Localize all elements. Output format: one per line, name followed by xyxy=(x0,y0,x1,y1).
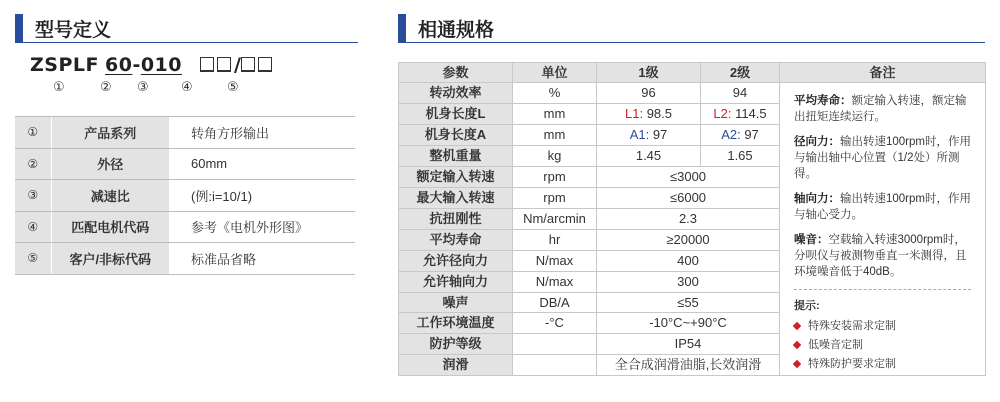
table-row: 额定输入转速 rpm ≤3000 xyxy=(399,167,986,188)
tip-item: 特殊安装需求定制 xyxy=(794,318,971,334)
column-header: 2级 xyxy=(701,63,780,83)
diamond-bullet-icon xyxy=(793,322,801,330)
table-row: 防护等级 IP54 xyxy=(399,334,986,355)
table-row: ① 产品系列 转角方形输出 xyxy=(15,117,355,149)
diamond-bullet-icon xyxy=(793,341,801,349)
table-row: 最大输入转速 rpm ≤6000 xyxy=(399,187,986,208)
table-row: 噪声 DB/A ≤55 xyxy=(399,292,986,313)
title-accent-bar xyxy=(398,14,406,42)
table-row: 允许轴向力 N/max 300 xyxy=(399,271,986,292)
column-header: 备注 xyxy=(780,63,986,83)
note-item: 轴向力：输出转速100rpm时，作用与轴心受力。 xyxy=(794,193,971,222)
table-header-row xyxy=(399,63,986,83)
column-header: 参数 xyxy=(399,63,513,83)
code-index: ④ xyxy=(181,80,193,95)
table-row: ④ 匹配电机代码 参考《电机外形图》 xyxy=(15,211,355,243)
motor-code-box xyxy=(217,57,231,72)
custom-code-box xyxy=(241,57,255,72)
tips-heading: 提示: xyxy=(794,300,820,313)
table-row: 机身长度L mm L1: 98.5 L2: 114.5 xyxy=(399,104,986,125)
table-row: 抗扭刚性 Nm/arcmin 2.3 xyxy=(399,208,986,229)
table-row: 润滑 全合成润滑油脂,长效润滑 xyxy=(399,355,986,376)
model-code: ZSPLF 60-010 / xyxy=(30,54,275,76)
title-underline xyxy=(15,42,358,43)
note-item: 径向力：输出转速100rpm时，作用与输出轴中心位置（1/2处）所测得。 xyxy=(794,136,971,181)
specifications-table xyxy=(398,62,986,376)
table-row: ③ 减速比 (例:i=10/1) xyxy=(15,180,355,212)
column-header: 1级 xyxy=(597,63,701,83)
code-index: ② xyxy=(100,80,112,95)
tip-item: 特殊防护要求定制 xyxy=(794,356,971,372)
table-row: 转动效率 % 96 94 平均寿命：额定输入转速，额定输出扭矩连续运行。 径向力：输出转速100rpm时，作用与输出轴中心位置（1/2处）所测得。 轴向力：输出转速100rpm时，作用与轴心受力。 噪音：空载输入转速3000rpm时，分呗仪与被测物垂直一米测得，且环境噪音低于40dB。 提示: 特殊安装需求定制 低噪音定制 特殊防护要求定制 xyxy=(399,83,986,104)
code-index: ⑤ xyxy=(227,80,239,95)
dashed-divider xyxy=(794,289,971,290)
specifications-title: 相通规格 xyxy=(398,14,494,42)
code-index: ③ xyxy=(137,80,149,95)
title-accent-bar xyxy=(15,14,23,42)
remarks-cell xyxy=(780,83,986,376)
custom-code-box xyxy=(258,57,272,72)
tip-item: 低噪音定制 xyxy=(794,337,971,353)
note-item: 噪音：空载输入转速3000rpm时，分呗仪与被测物垂直一米测得，且环境噪音低于40dB。 xyxy=(794,234,967,279)
note-item: 平均寿命：额定输入转速，额定输出扭矩连续运行。 xyxy=(794,95,967,124)
table-row: 机身长度A mm A1: 97 A2: 97 xyxy=(399,125,986,146)
code-index: ① xyxy=(53,80,65,95)
table-row: 允许径向力 N/max 400 xyxy=(399,250,986,271)
diamond-bullet-icon xyxy=(793,360,801,368)
table-row: ⑤ 客户/非标代码 标准品省略 xyxy=(15,243,355,275)
table-row: 整机重量 kg 1.45 1.65 xyxy=(399,146,986,167)
model-definition-table xyxy=(15,116,355,275)
motor-code-box xyxy=(200,57,214,72)
table-row: 工作环境温度 -°C -10°C~+90°C xyxy=(399,313,986,334)
title-underline xyxy=(398,42,985,43)
model-definition-title: 型号定义 xyxy=(15,14,111,42)
table-row: 平均寿命 hr ≥20000 xyxy=(399,229,986,250)
table-row: ② 外径 60mm xyxy=(15,148,355,180)
column-header: 单位 xyxy=(513,63,597,83)
